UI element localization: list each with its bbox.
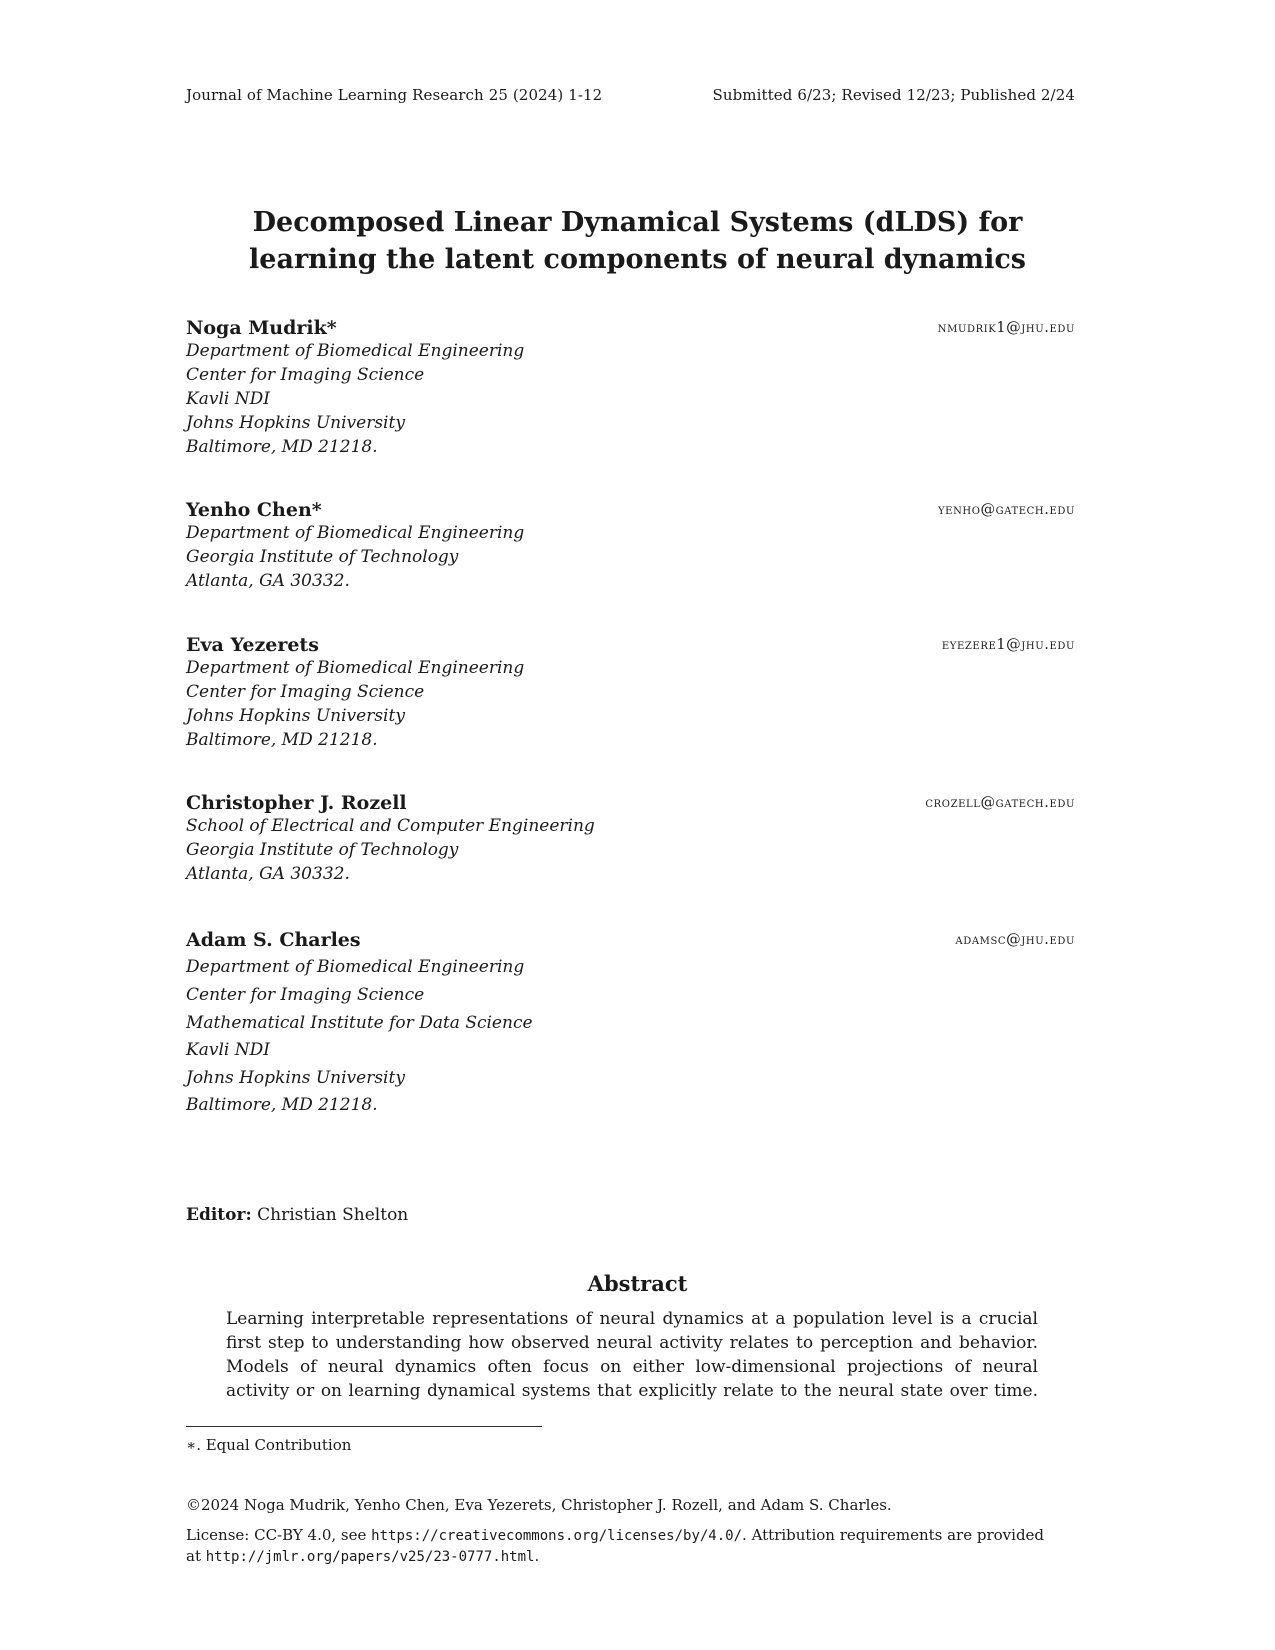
footnote-rule — [186, 1426, 542, 1427]
running-header-journal: Journal of Machine Learning Research 25 (2024) 1-12 — [186, 86, 603, 104]
author-email[interactable]: nmudrik1@jhu.edu — [937, 320, 1075, 336]
footnote-equal-contribution: ∗. Equal Contribution — [186, 1436, 352, 1454]
affiliation-line: Georgia Institute of Technology — [186, 547, 459, 567]
affiliation-line: Georgia Institute of Technology — [186, 840, 459, 860]
affiliation-line: Johns Hopkins University — [186, 413, 405, 433]
license-prefix: License: CC-BY 4.0, see — [186, 1526, 372, 1544]
affiliation-line: Center for Imaging Science — [186, 682, 425, 702]
author-name: Eva Yezerets — [186, 634, 319, 656]
jmlr-paper-link[interactable]: http://jmlr.org/papers/v25/23-0777.html — [205, 1549, 535, 1565]
affiliation-line: Center for Imaging Science — [186, 985, 425, 1005]
editor-name: Christian Shelton — [257, 1205, 409, 1225]
abstract-line: first step to understanding how observed neural activity relates to perception and behavior. — [226, 1333, 1038, 1353]
affiliation-line: Center for Imaging Science — [186, 365, 425, 385]
paper-title-line-2: learning the latent components of neural dynamics — [249, 244, 1026, 275]
abstract-line: Learning interpretable representations of neural dynamics at a population level is a crucial — [226, 1309, 1038, 1329]
license-middle: . Attribution requirements are provided — [742, 1526, 1045, 1544]
affiliation-line: Department of Biomedical Engineering — [186, 957, 525, 977]
affiliation-line: Mathematical Institute for Data Science — [186, 1013, 533, 1033]
affiliation-line: Baltimore, MD 21218. — [186, 730, 378, 750]
editor-line — [186, 1205, 408, 1225]
affiliation-line: Baltimore, MD 21218. — [186, 1095, 378, 1115]
author-name: Christopher J. Rozell — [186, 792, 407, 814]
creativecommons-link[interactable]: https://creativecommons.org/licenses/by/4.0/ — [371, 1528, 743, 1544]
copyright-notice: ©2024 Noga Mudrik, Yenho Chen, Eva Yezerets, Christopher J. Rozell, and Adam S. Charles. — [186, 1496, 892, 1514]
affiliation-line: Atlanta, GA 30332. — [186, 864, 350, 884]
affiliation-line: Department of Biomedical Engineering — [186, 341, 525, 361]
editor-label: Editor: — [186, 1205, 252, 1225]
affiliation-line: School of Electrical and Computer Engineering — [186, 816, 595, 836]
abstract-heading: Abstract — [587, 1271, 688, 1296]
author-email[interactable]: eyezere1@jhu.edu — [941, 637, 1075, 653]
author-name: Yenho Chen* — [186, 499, 322, 521]
affiliation-line: Johns Hopkins University — [186, 1068, 405, 1088]
license-line-2 — [186, 1547, 539, 1565]
running-header-dates: Submitted 6/23; Revised 12/23; Published 2/24 — [712, 86, 1075, 104]
paper-title-line-1: Decomposed Linear Dynamical Systems (dLDS) for — [252, 207, 1023, 238]
affiliation-line: Department of Biomedical Engineering — [186, 523, 525, 543]
author-name: Noga Mudrik* — [186, 317, 337, 339]
author-email[interactable]: yenho@gatech.edu — [937, 502, 1075, 518]
affiliation-line: Kavli NDI — [186, 1040, 270, 1060]
affiliation-line: Atlanta, GA 30332. — [186, 571, 350, 591]
abstract-line: activity or on learning dynamical systems that explicitly relate to the neural state over time. — [226, 1381, 1038, 1401]
affiliation-line: Johns Hopkins University — [186, 706, 405, 726]
license-end: . — [534, 1547, 540, 1565]
affiliation-line: Kavli NDI — [186, 389, 270, 409]
license-at: at — [186, 1547, 206, 1565]
paper-title — [0, 204, 1275, 278]
affiliation-line: Baltimore, MD 21218. — [186, 437, 378, 457]
author-name: Adam S. Charles — [186, 929, 361, 951]
abstract-line: Models of neural dynamics often focus on either low-dimensional projections of neural — [226, 1357, 1038, 1377]
affiliation-line: Department of Biomedical Engineering — [186, 658, 525, 678]
author-email[interactable]: adamsc@jhu.edu — [955, 932, 1075, 948]
author-email[interactable]: crozell@gatech.edu — [925, 795, 1075, 811]
license-line-1 — [186, 1526, 1044, 1544]
